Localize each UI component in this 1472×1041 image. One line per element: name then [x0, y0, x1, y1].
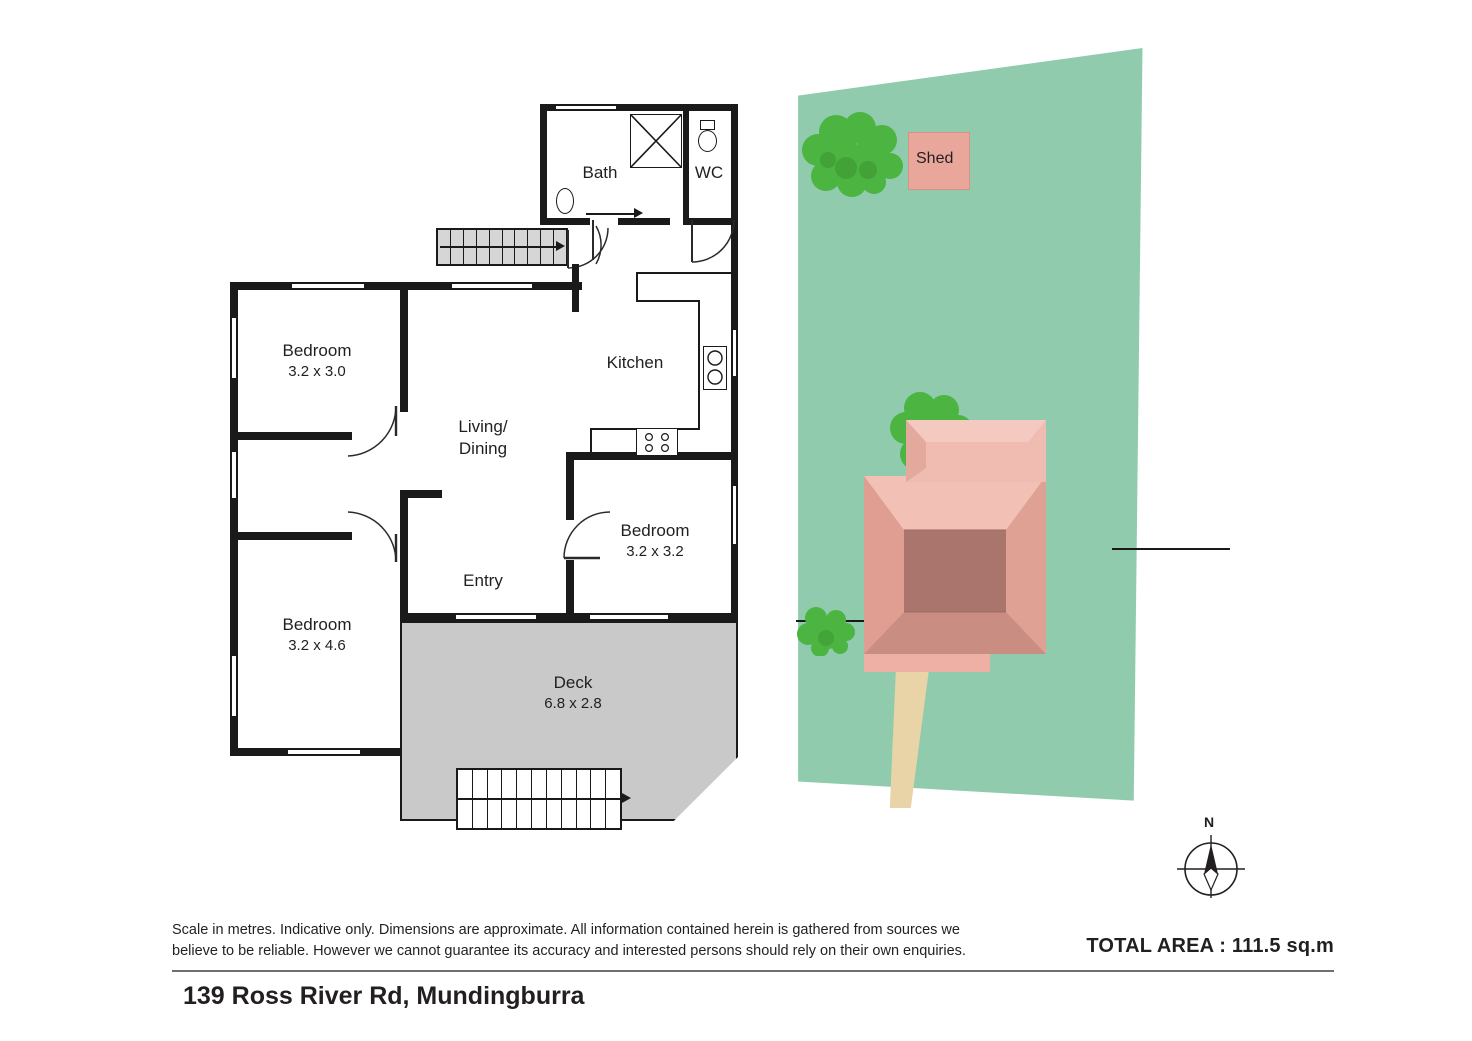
kitchen-sink-bowls-icon [703, 346, 727, 390]
room-label-bedroom-side [590, 520, 720, 561]
roof-rear-shading-icon [904, 412, 1050, 486]
boundary-line-right-upper [1112, 548, 1230, 550]
room-label-deck [508, 672, 638, 713]
window-bedroom-rear-bottom [288, 748, 360, 756]
living-name-line2: Dining [458, 438, 508, 458]
bedroom-side-dimensions: 3.2 x 3.2 [626, 542, 684, 560]
window-kitchen-right [731, 330, 738, 376]
kitchen-bench-top [636, 272, 732, 274]
basin-fixture [556, 188, 574, 214]
kitchen-bench-bottom [636, 300, 700, 302]
total-area-label: TOTAL AREA : 111.5 sq.m [1086, 935, 1334, 957]
wall-bedroom-side-left-2 [566, 560, 574, 618]
room-label-bath: Bath [582, 163, 618, 182]
wall-bath-left [540, 104, 547, 224]
tree-top-left-icon [798, 110, 908, 206]
door-bedroom-front-arc-icon [340, 400, 402, 462]
bath-flow-arrow-head [634, 208, 643, 218]
room-label-wc: WC [694, 163, 724, 182]
site-plan [796, 48, 1146, 816]
shed-label: Shed [916, 150, 954, 167]
cooktop-burners-icon [636, 428, 678, 456]
window-living-top [452, 282, 532, 290]
disclaimer-text: Scale in metres. Indicative only. Dimensions are approximate. All information contained herein is gathered from sources we believe to be reliable. However we cannot guarantee its accuracy and interested persons should rely on their own enquiries. [172, 922, 966, 960]
deck-name: Deck [553, 673, 593, 692]
bedroom-rear-name: Bedroom [282, 615, 352, 634]
wall-bedroom-front-right [400, 282, 408, 412]
bath-flow-arrow-line [586, 213, 638, 215]
room-label-living-dining [418, 416, 548, 460]
footer-divider [172, 970, 1334, 972]
kitchen-bench-lower-left [590, 428, 592, 452]
door-bedroom-rear-arc-icon [340, 506, 402, 568]
wall-hall-stub-top [400, 490, 442, 498]
bedroom-front-name: Bedroom [282, 341, 352, 360]
entry-name: Entry [463, 571, 503, 590]
wall-bedroom-front-bottom [230, 432, 352, 440]
window-entry-bottom [590, 613, 668, 621]
room-label-entry [424, 570, 542, 592]
room-label-kitchen [570, 352, 700, 374]
external-stairs-arrow-head [622, 793, 631, 803]
window-bath-top [556, 104, 616, 111]
kitchen-name: Kitchen [606, 353, 664, 372]
wall-bedroom-rear-top [230, 532, 352, 540]
property-address: 139 Ross River Rd, Mundingburra [183, 982, 585, 1010]
compass-north-label: N [1204, 814, 1215, 830]
bedroom-front-dimensions: 3.2 x 3.0 [288, 362, 346, 380]
living-name-line1: Living/ [458, 417, 508, 436]
shower-cross-icon [630, 114, 682, 168]
bedroom-side-name: Bedroom [620, 521, 690, 540]
toilet-bowl-icon [698, 130, 717, 152]
kitchen-bench-left [636, 272, 638, 302]
internal-stairs-arrow-head [556, 241, 565, 251]
room-label-bedroom-front [244, 340, 390, 381]
wall-main-right [731, 234, 738, 620]
internal-stairs-arrow-line [440, 246, 560, 248]
opening-entry-deck [456, 613, 536, 621]
window-bedroom-front-top [292, 282, 364, 290]
window-bedroom-rear-left [230, 656, 238, 716]
bedroom-rear-dimensions: 3.2 x 4.6 [288, 636, 346, 654]
room-label-bedroom-rear [244, 614, 390, 655]
external-stairs-arrow-line [458, 798, 626, 800]
window-bedroom-side-right [731, 486, 738, 544]
window-bedroom-front-left [230, 318, 238, 378]
deck-dimensions: 6.8 x 2.8 [544, 694, 602, 712]
compass-rose [1176, 814, 1246, 898]
toilet-cistern-icon [700, 120, 715, 130]
floor-plan-drawing [0, 0, 790, 880]
compass-icon [1176, 832, 1246, 898]
tree-lower-left-icon [796, 604, 858, 656]
window-hall-left [230, 452, 238, 498]
wall-bath-bottom-2 [618, 218, 670, 225]
